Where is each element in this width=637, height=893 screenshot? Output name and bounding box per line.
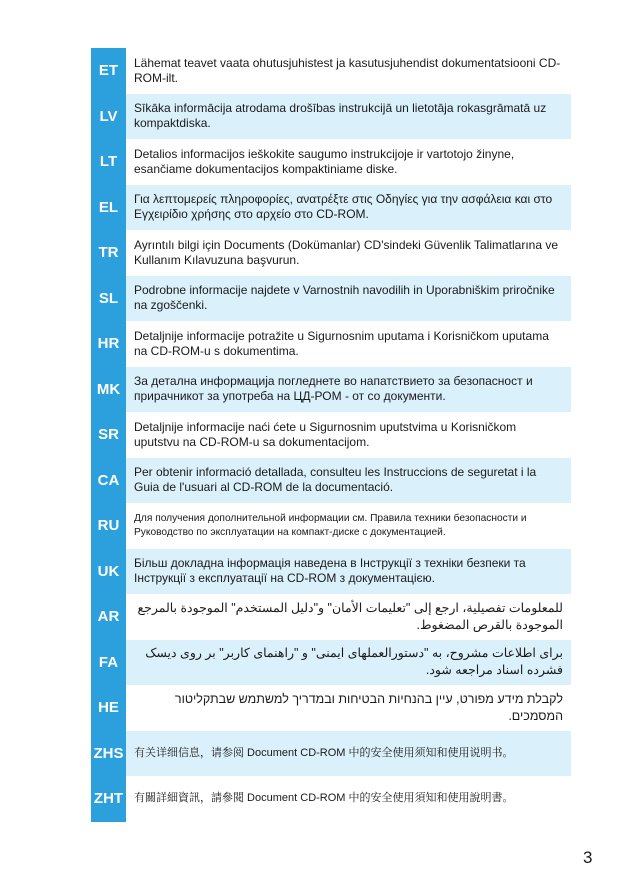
- lang-row-sl: [91, 276, 571, 322]
- lang-code: ZHS: [91, 731, 126, 777]
- lang-code: MK: [91, 367, 126, 413]
- lang-code: SL: [91, 276, 126, 322]
- lang-text: За детална информација погледнете во напатствието за безопасност и прирачникот за употреба на ЦД-РОМ - от со документи.: [126, 367, 571, 413]
- lang-text: Για λεπτομερείς πληροφορίες, ανατρέξτε στις Οδηγίες για την ασφάλεια και στο Εγχειρίδιο χρήσης στο αρχείο στο CD-ROM.: [126, 185, 571, 231]
- lang-row-uk: [91, 549, 571, 595]
- lang-text: Detaljnije informacije potražite u Sigurnosnim uputama i Korisničkom uputama na CD-ROM-u s dokumentima.: [134, 328, 549, 358]
- lang-code: HE: [91, 685, 126, 731]
- lang-code: LT: [91, 139, 126, 185]
- lang-code: TR: [91, 230, 126, 276]
- lang-code: RU: [91, 503, 126, 549]
- lang-row-sr: [91, 412, 571, 458]
- lang-row-ar: [91, 594, 571, 640]
- lang-text: Podrobne informacije najdete v Varnostnih navodilih in Uporabniškim priročnike na zgoščenki.: [126, 276, 571, 322]
- page-number: 3: [583, 848, 593, 867]
- lang-row-ru: [91, 503, 571, 549]
- lang-text: Для получения дополнительной информации см. Правила техники безопасности и Руководство по эксплуатации на компакт-диске с документацией.: [134, 512, 527, 538]
- lang-text: 有关详细信息，请参阅 Document CD-ROM 中的安全使用须知和使用说明书。: [126, 731, 571, 777]
- lang-text: برای اطلاعات مشروح، به "دستورالعملهای ایمنی" و "راهنمای کاربر" بر روی دیسک فشرده اسناد مراجعه شود.: [126, 640, 571, 686]
- lang-code: AR: [91, 594, 126, 640]
- lang-code: HR: [91, 321, 126, 367]
- lang-text: للمعلومات تفصيلية، ارجع إلى "تعليمات الأمان" و"دليل المستخدم" الموجودة بالمرجع الموجودة بالقرص المضغوط.: [137, 600, 563, 632]
- lang-text: Per obtenir informació detallada, consulteu les Instruccions de seguretat i la Guia de l'usuari al CD-ROM de la documentació.: [126, 458, 571, 504]
- lang-code: EL: [91, 185, 126, 231]
- lang-row-zhs: [91, 731, 571, 777]
- lang-row-he: [91, 685, 571, 731]
- lang-row-mk: [91, 367, 571, 413]
- lang-row-hr: [91, 321, 571, 367]
- lang-text: Ayrıntılı bilgi için Documents (Dokümanlar) CD'sindeki Güvenlik Talimatlarına ve Kullanım Kılavuzuna başvurun.: [134, 237, 559, 267]
- lang-code: SR: [91, 412, 126, 458]
- lang-text: Більш докладна інформація наведена в Інструкції з техніки безпеки та Інструкції з експлуатації на CD-ROM з документацією.: [126, 549, 571, 595]
- lang-text: Sīkāka informācija atrodama drošības instrukcijā un lietotāja rokasgrāmatā uz kompaktdiska.: [126, 94, 571, 140]
- lang-code: ET: [91, 48, 126, 94]
- lang-text: Detaljnije informacije naći ćete u Sigurnosnim uputstvima u Korisničkom uputstvu na CD-ROM-u sa dokumentacijom.: [134, 419, 517, 449]
- lang-row-fa: [91, 640, 571, 686]
- lang-code: FA: [91, 640, 126, 686]
- language-list: [91, 48, 571, 822]
- lang-row-lt: [91, 139, 571, 185]
- lang-code: CA: [91, 458, 126, 504]
- lang-row-ca: [91, 458, 571, 504]
- lang-row-zht: [91, 776, 571, 822]
- lang-row-tr: [91, 230, 571, 276]
- lang-code: UK: [91, 549, 126, 595]
- lang-code: ZHT: [91, 776, 126, 822]
- lang-row-et: [91, 48, 571, 94]
- lang-text: Lähemat teavet vaata ohutusjuhistest ja kasutusjuhendist dokumentatsiooni CD-ROM-ilt.: [134, 55, 561, 85]
- lang-text: Detalios informacijos ieškokite saugumo instrukcijoje ir vartotojo žinyne, esančiame dokumentacijos kompaktiniame diske.: [134, 146, 515, 176]
- lang-row-lv: [91, 94, 571, 140]
- lang-code: LV: [91, 94, 126, 140]
- lang-text: 有關詳細資訊，請參閱 Document CD-ROM 中的安全使用須知和使用說明書。: [134, 792, 514, 805]
- lang-row-el: [91, 185, 571, 231]
- lang-text: לקבלת מידע מפורט, עיין בהנחיות הבטיחות ובמדריך למשתמש שבתקליטור המסמכים.: [174, 691, 563, 723]
